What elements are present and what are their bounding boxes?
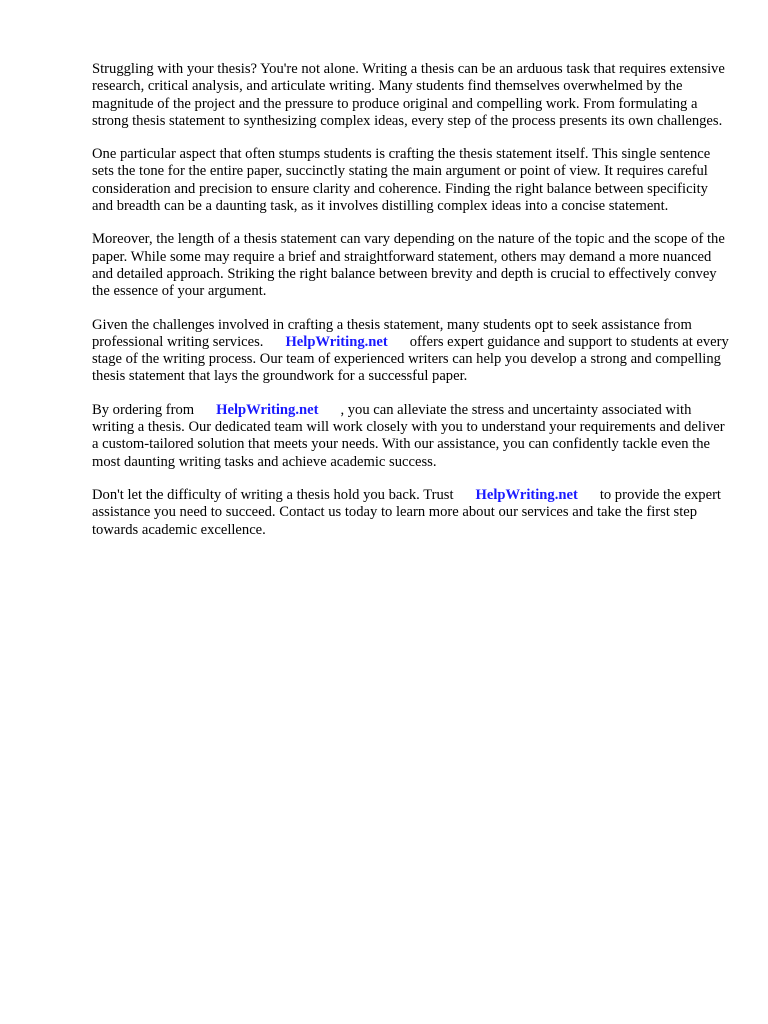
- paragraph-assistance-text-before: Given the challenges involved in crafting a thesis statement, many students opt to seek assistance from professional writing services.: [92, 316, 692, 350]
- helpwriting-link-1[interactable]: HelpWriting.net: [285, 333, 388, 350]
- paragraph-closing-text-after: to provide the expert assistance you need to succeed. Contact us today to learn more about our services and take the first step towards academic excellence.: [92, 486, 721, 538]
- paragraph-ordering-text-before: By ordering from: [92, 401, 195, 418]
- paragraph-closing: [92, 487, 732, 539]
- helpwriting-link-2[interactable]: HelpWriting.net: [216, 401, 319, 418]
- paragraph-ordering: [92, 402, 732, 471]
- paragraph-length: Moreover, the length of a thesis statement can vary depending on the nature of the topic and the scope of the paper. While some may require a brief and straightforward statement, others may demand a more nuanced and detailed approach. Striking the right balance between brevity and depth is crucial to effectively convey the essence of your argument.: [92, 231, 725, 300]
- paragraph-closing-text-before: Don't let the difficulty of writing a thesis hold you back. Trust: [92, 486, 454, 503]
- paragraph-assistance-text-after: offers expert guidance and support to students at every stage of the writing process. Our team of experienced writers can help you develop a strong and compelling thesis statement that lays the groundwork for a successful paper.: [92, 333, 729, 385]
- document-page: [92, 61, 732, 555]
- paragraph-thesis-statement: One particular aspect that often stumps students is crafting the thesis statement itself. This single sentence sets the tone for the entire paper, succinctly stating the main argument or point of view. It requires careful consideration and precision to ensure clarity and coherence. Finding the right balance between specificity and breadth can be a daunting task, as it involves distilling complex ideas into a concise statement.: [92, 146, 711, 215]
- paragraph-ordering-text-after: , you can alleviate the stress and uncertainty associated with writing a thesis. Our dedicated team will work closely with you to understand your requirements and deliver a custom-tailored solution that meets your needs. With our assistance, you can confidently tackle even the most daunting writing tasks and achieve academic success.: [92, 401, 725, 470]
- paragraph-intro: Struggling with your thesis? You're not alone. Writing a thesis can be an arduous task that requires extensive research, critical analysis, and articulate writing. Many students find themselves overwhelmed by the magnitude of the project and the pressure to produce original and compelling work. From formulating a strong thesis statement to synthesizing complex ideas, every step of the process presents its own challenges.: [92, 61, 725, 129]
- helpwriting-link-3[interactable]: HelpWriting.net: [475, 486, 578, 503]
- paragraph-assistance: [92, 317, 732, 386]
